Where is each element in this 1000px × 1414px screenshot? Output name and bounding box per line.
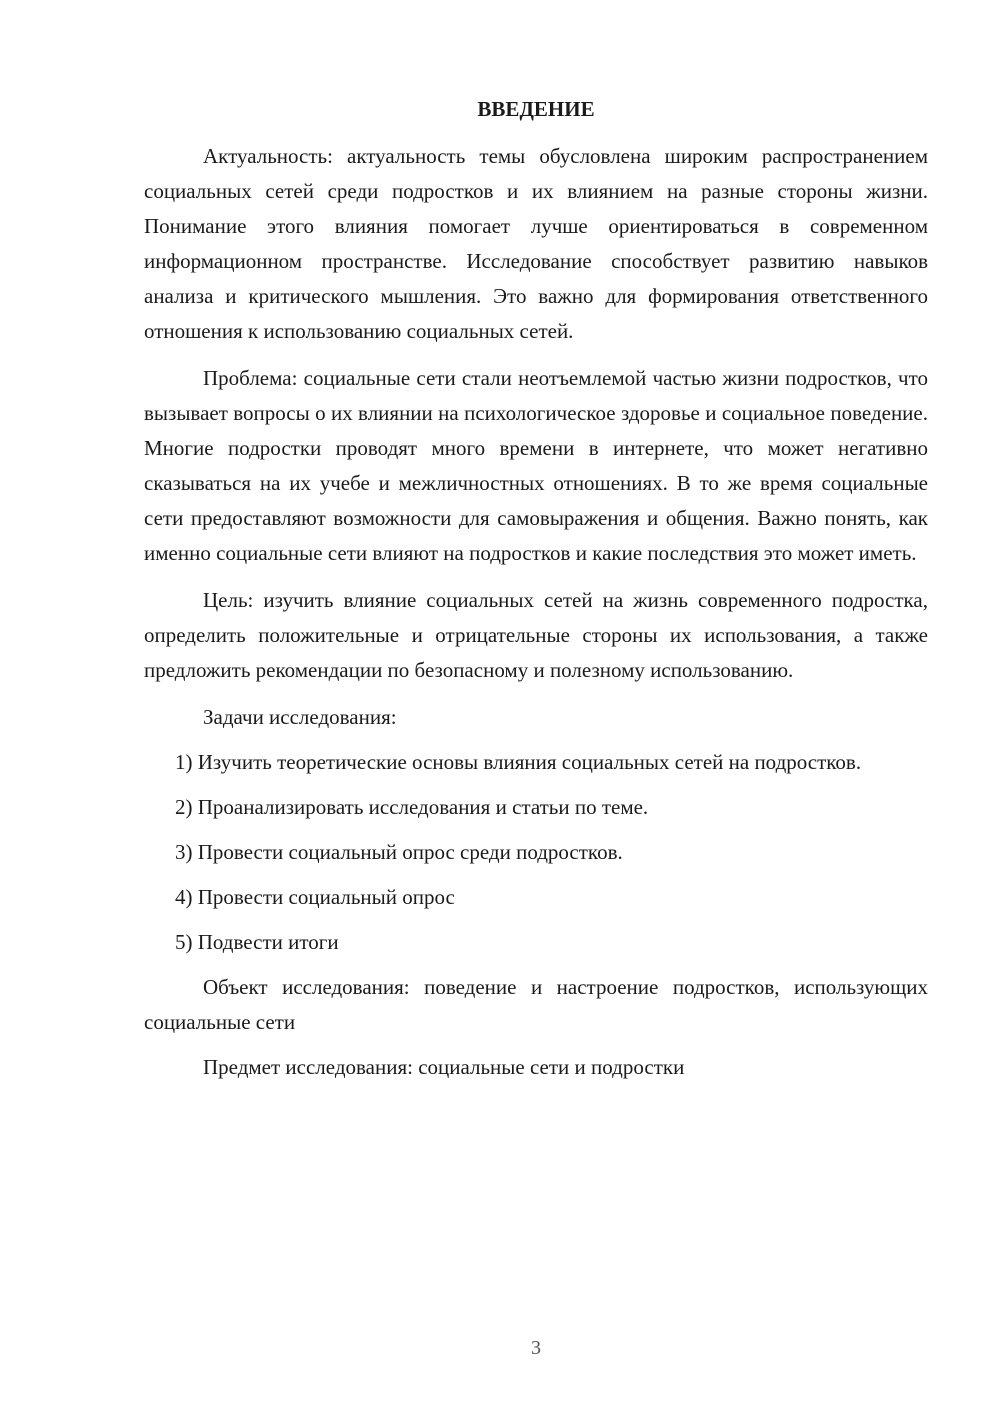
page-title: ВВЕДЕНИЕ — [477, 97, 595, 121]
subject-paragraph: Предмет исследования: социальные сети и подростки — [203, 1055, 685, 1079]
page-number: 3 — [531, 1337, 541, 1359]
page-content — [144, 92, 928, 1097]
relevance-paragraph: Актуальность: актуальность темы обусловлена широким распространением социальных сетей среди подростков и их влиянием на разные стороны жизни. Понимание этого влияния помогает лучше ориентироваться в современном информационном пространстве. Исследование способствует развитию навыков анализа и критического мышления. Это важно для формирования ответственного отношения к использованию социальных сетей. — [144, 144, 928, 343]
task-item-1: 1) Изучить теоретические основы влияния социальных сетей на подростков. — [175, 750, 862, 774]
task-item-4: 4) Провести социальный опрос — [175, 885, 455, 909]
task-item-5: 5) Подвести итоги — [175, 930, 339, 954]
goal-paragraph: Цель: изучить влияние социальных сетей на жизнь современного подростка, определить положительные и отрицательные стороны их использования, а также предложить рекомендации по безопасному и полезному использованию. — [144, 588, 928, 682]
object-paragraph: Объект исследования: поведение и настроение подростков, использующих социальные сети — [144, 975, 928, 1034]
task-item-2: 2) Проанализировать исследования и статьи по теме. — [175, 795, 649, 819]
problem-paragraph: Проблема: социальные сети стали неотъемлемой частью жизни подростков, что вызывает вопросы о их влиянии на психологическое здоровье и социальное поведение. Многие подростки проводят много времени в интернете, что может негативно сказываться на их учебе и межличностных отношениях. В то же время социальные сети предоставляют возможности для самовыражения и общения. Важно понять, как именно социальные сети влияют на подростков и какие последствия это может иметь. — [144, 366, 928, 565]
tasks-heading: Задачи исследования: — [203, 705, 397, 729]
task-item-3: 3) Провести социальный опрос среди подростков. — [175, 840, 623, 864]
